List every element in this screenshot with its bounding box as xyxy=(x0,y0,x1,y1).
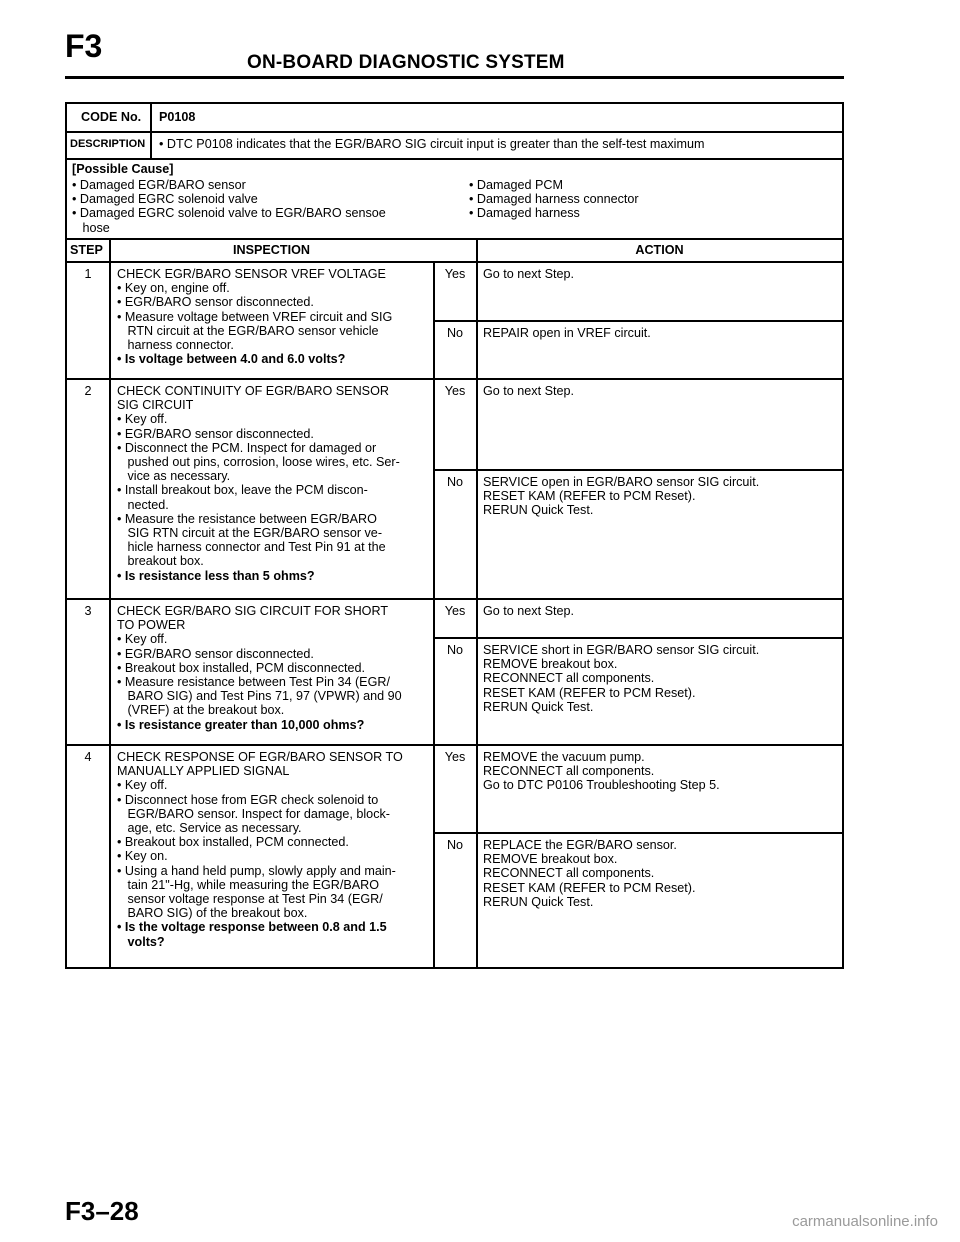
inspection-text xyxy=(117,604,402,732)
yes-action xyxy=(483,604,574,618)
inspection-text xyxy=(117,267,392,366)
inspection-line: • Measure resistance between Test Pin 34 (EGR/ xyxy=(117,675,390,690)
inspection-line: (VREF) at the breakout box. xyxy=(117,703,285,718)
inspection-line: harness connector. xyxy=(117,338,234,353)
action-line: RESET KAM (REFER to PCM Reset). xyxy=(483,685,696,700)
action-line: Go to next Step. xyxy=(483,604,575,618)
action-line: Go to next Step. xyxy=(483,267,575,281)
yes-no-divider xyxy=(433,320,842,322)
inspection-line: • Breakout box installed, PCM connected. xyxy=(117,835,349,850)
inspection-question: • Is voltage between 4.0 and 6.0 volts? xyxy=(117,352,346,367)
action-line: REPAIR open in VREF circuit. xyxy=(483,326,651,340)
inspection-line: • Disconnect hose from EGR check solenoid to xyxy=(117,792,379,807)
action-line: REMOVE breakout box. xyxy=(483,852,618,867)
step-number: 1 xyxy=(84,267,92,281)
action-line: REMOVE the vacuum pump. xyxy=(483,750,645,764)
action-line: RERUN Quick Test. xyxy=(483,699,594,714)
description-label: DESCRIPTION xyxy=(70,138,146,150)
section-code: F3 xyxy=(65,28,103,64)
inspection-question: • Is resistance less than 5 ohms? xyxy=(117,568,315,583)
inspection-line: MANUALLY APPLIED SIGNAL xyxy=(117,764,290,779)
action-line: RESET KAM (REFER to PCM Reset). xyxy=(483,489,696,504)
cause-item: • Damaged EGRC solenoid valve to EGR/BARO sensoe xyxy=(72,206,386,221)
inspection-text xyxy=(117,384,400,583)
diagnostic-table xyxy=(65,102,844,969)
inspection-line: RTN circuit at the EGR/BARO sensor vehicle xyxy=(117,323,379,338)
code-value: P0108 xyxy=(159,110,196,124)
col-divider xyxy=(150,104,152,158)
inspection-line: • EGR/BARO sensor disconnected. xyxy=(117,426,314,441)
no-label: No xyxy=(446,838,464,852)
inspection-line: • Breakout box installed, PCM disconnected. xyxy=(117,660,366,675)
yes-label: Yes xyxy=(444,267,466,281)
col-header-action: ACTION xyxy=(635,243,684,257)
cause-item: hose xyxy=(72,220,110,235)
inspection-line: nected. xyxy=(117,497,169,512)
col-header-inspection: INSPECTION xyxy=(233,243,310,257)
inspection-line: pushed out pins, corrosion, loose wires, etc. Ser- xyxy=(117,455,400,470)
cause-item: • Damaged EGRC solenoid valve xyxy=(72,192,258,207)
action-line: RECONNECT all components. xyxy=(483,764,655,779)
no-action xyxy=(483,838,696,909)
inspection-line: SIG RTN circuit at the EGR/BARO sensor ve- xyxy=(117,526,383,541)
possible-cause-left xyxy=(72,178,386,235)
no-action xyxy=(483,326,651,340)
page-number: F3–28 xyxy=(65,1196,139,1226)
row-divider xyxy=(67,131,842,133)
row-divider xyxy=(67,744,842,746)
inspection-line: tain 21"-Hg, while measuring the EGR/BARO xyxy=(117,877,380,892)
row-divider xyxy=(67,598,842,600)
inspection-line: SIG CIRCUIT xyxy=(117,398,194,413)
inspection-line: breakout box. xyxy=(117,554,204,569)
inspection-line: • Key on, engine off. xyxy=(117,281,230,296)
inspection-line: BARO SIG) of the breakout box. xyxy=(117,906,308,921)
action-line: REMOVE breakout box. xyxy=(483,657,618,672)
col-divider xyxy=(109,238,111,967)
action-line: SERVICE short in EGR/BARO sensor SIG circuit. xyxy=(483,643,760,657)
action-line: SERVICE open in EGR/BARO sensor SIG circuit. xyxy=(483,475,760,489)
inspection-line: • EGR/BARO sensor disconnected. xyxy=(117,295,314,310)
inspection-line: CHECK EGR/BARO SENSOR VREF VOLTAGE xyxy=(117,267,386,281)
inspection-line: • Key off. xyxy=(117,778,168,793)
no-label: No xyxy=(446,643,464,657)
inspection-line: • Measure voltage between VREF circuit and SIG xyxy=(117,309,393,324)
inspection-line: CHECK RESPONSE OF EGR/BARO SENSOR TO xyxy=(117,750,403,764)
yes-label: Yes xyxy=(444,384,466,398)
action-line: Go to next Step. xyxy=(483,384,575,398)
action-line: RERUN Quick Test. xyxy=(483,503,594,518)
no-label: No xyxy=(446,326,464,340)
possible-cause-heading: [Possible Cause] xyxy=(72,162,174,176)
inspection-question: • Is the voltage response between 0.8 and 1.5 volts? xyxy=(117,920,387,949)
row-divider xyxy=(67,378,842,380)
yes-action xyxy=(483,267,574,281)
inspection-line: hicle harness connector and Test Pin 91 at the xyxy=(117,540,386,555)
row-divider xyxy=(67,261,842,263)
yes-label: Yes xyxy=(444,750,466,764)
cause-item: • Damaged harness connector xyxy=(469,192,639,207)
inspection-line: age, etc. Service as necessary. xyxy=(117,821,302,836)
yes-no-divider xyxy=(433,469,842,471)
inspection-line: BARO SIG) and Test Pins 71, 97 (VPWR) and 90 xyxy=(117,689,402,704)
step-number: 2 xyxy=(84,384,92,398)
inspection-line: • Key off. xyxy=(117,412,168,427)
inspection-line: CHECK CONTINUITY OF EGR/BARO SENSOR xyxy=(117,384,389,398)
cause-item: • Damaged harness xyxy=(469,206,580,221)
inspection-line: vice as necessary. xyxy=(117,469,231,484)
inspection-line: • Disconnect the PCM. Inspect for damaged or xyxy=(117,440,377,455)
no-label: No xyxy=(446,475,464,489)
yes-action xyxy=(483,384,574,398)
action-line: Go to DTC P0106 Troubleshooting Step 5. xyxy=(483,778,720,793)
action-line: RESET KAM (REFER to PCM Reset). xyxy=(483,880,696,895)
yes-label: Yes xyxy=(444,604,466,618)
action-line: RECONNECT all components. xyxy=(483,671,655,686)
cause-item: • Damaged EGR/BARO sensor xyxy=(72,178,246,192)
inspection-line: CHECK EGR/BARO SIG CIRCUIT FOR SHORT xyxy=(117,604,389,618)
page-title: ON-BOARD DIAGNOSTIC SYSTEM xyxy=(247,52,565,73)
code-label: CODE No. xyxy=(81,110,142,124)
watermark: carmanualsonline.info xyxy=(792,1213,938,1230)
action-line: RECONNECT all components. xyxy=(483,866,655,881)
inspection-line: sensor voltage response at Test Pin 34 (EGR/ xyxy=(117,892,383,907)
inspection-text xyxy=(117,750,403,949)
inspection-line: • Key on. xyxy=(117,849,168,864)
no-action xyxy=(483,643,759,714)
step-number: 3 xyxy=(84,604,92,618)
inspection-line: • Install breakout box, leave the PCM discon- xyxy=(117,483,368,498)
possible-cause-right xyxy=(469,178,639,221)
inspection-line: • Key off. xyxy=(117,632,168,647)
inspection-line: • Measure the resistance between EGR/BARO xyxy=(117,511,377,526)
inspection-question: • Is resistance greater than 10,000 ohms? xyxy=(117,717,365,732)
step-number: 4 xyxy=(84,750,92,764)
col-header-step: STEP xyxy=(70,243,103,257)
header-rule xyxy=(65,76,844,79)
inspection-line: TO POWER xyxy=(117,618,186,633)
inspection-line: • EGR/BARO sensor disconnected. xyxy=(117,646,314,661)
cause-item: • Damaged PCM xyxy=(469,178,563,192)
yes-no-divider xyxy=(433,637,842,639)
row-divider xyxy=(67,238,842,240)
no-action xyxy=(483,475,759,518)
inspection-line: EGR/BARO sensor. Inspect for damage, block- xyxy=(117,806,390,821)
row-divider xyxy=(67,158,842,160)
yes-action xyxy=(483,750,720,793)
action-line: RERUN Quick Test. xyxy=(483,894,594,909)
description-text: • DTC P0108 indicates that the EGR/BARO SIG circuit input is greater than the self-test maximum xyxy=(159,137,705,151)
col-divider xyxy=(476,238,478,967)
action-line: REPLACE the EGR/BARO sensor. xyxy=(483,838,677,852)
inspection-line: • Using a hand held pump, slowly apply and main- xyxy=(117,863,396,878)
yes-no-divider xyxy=(433,832,842,834)
